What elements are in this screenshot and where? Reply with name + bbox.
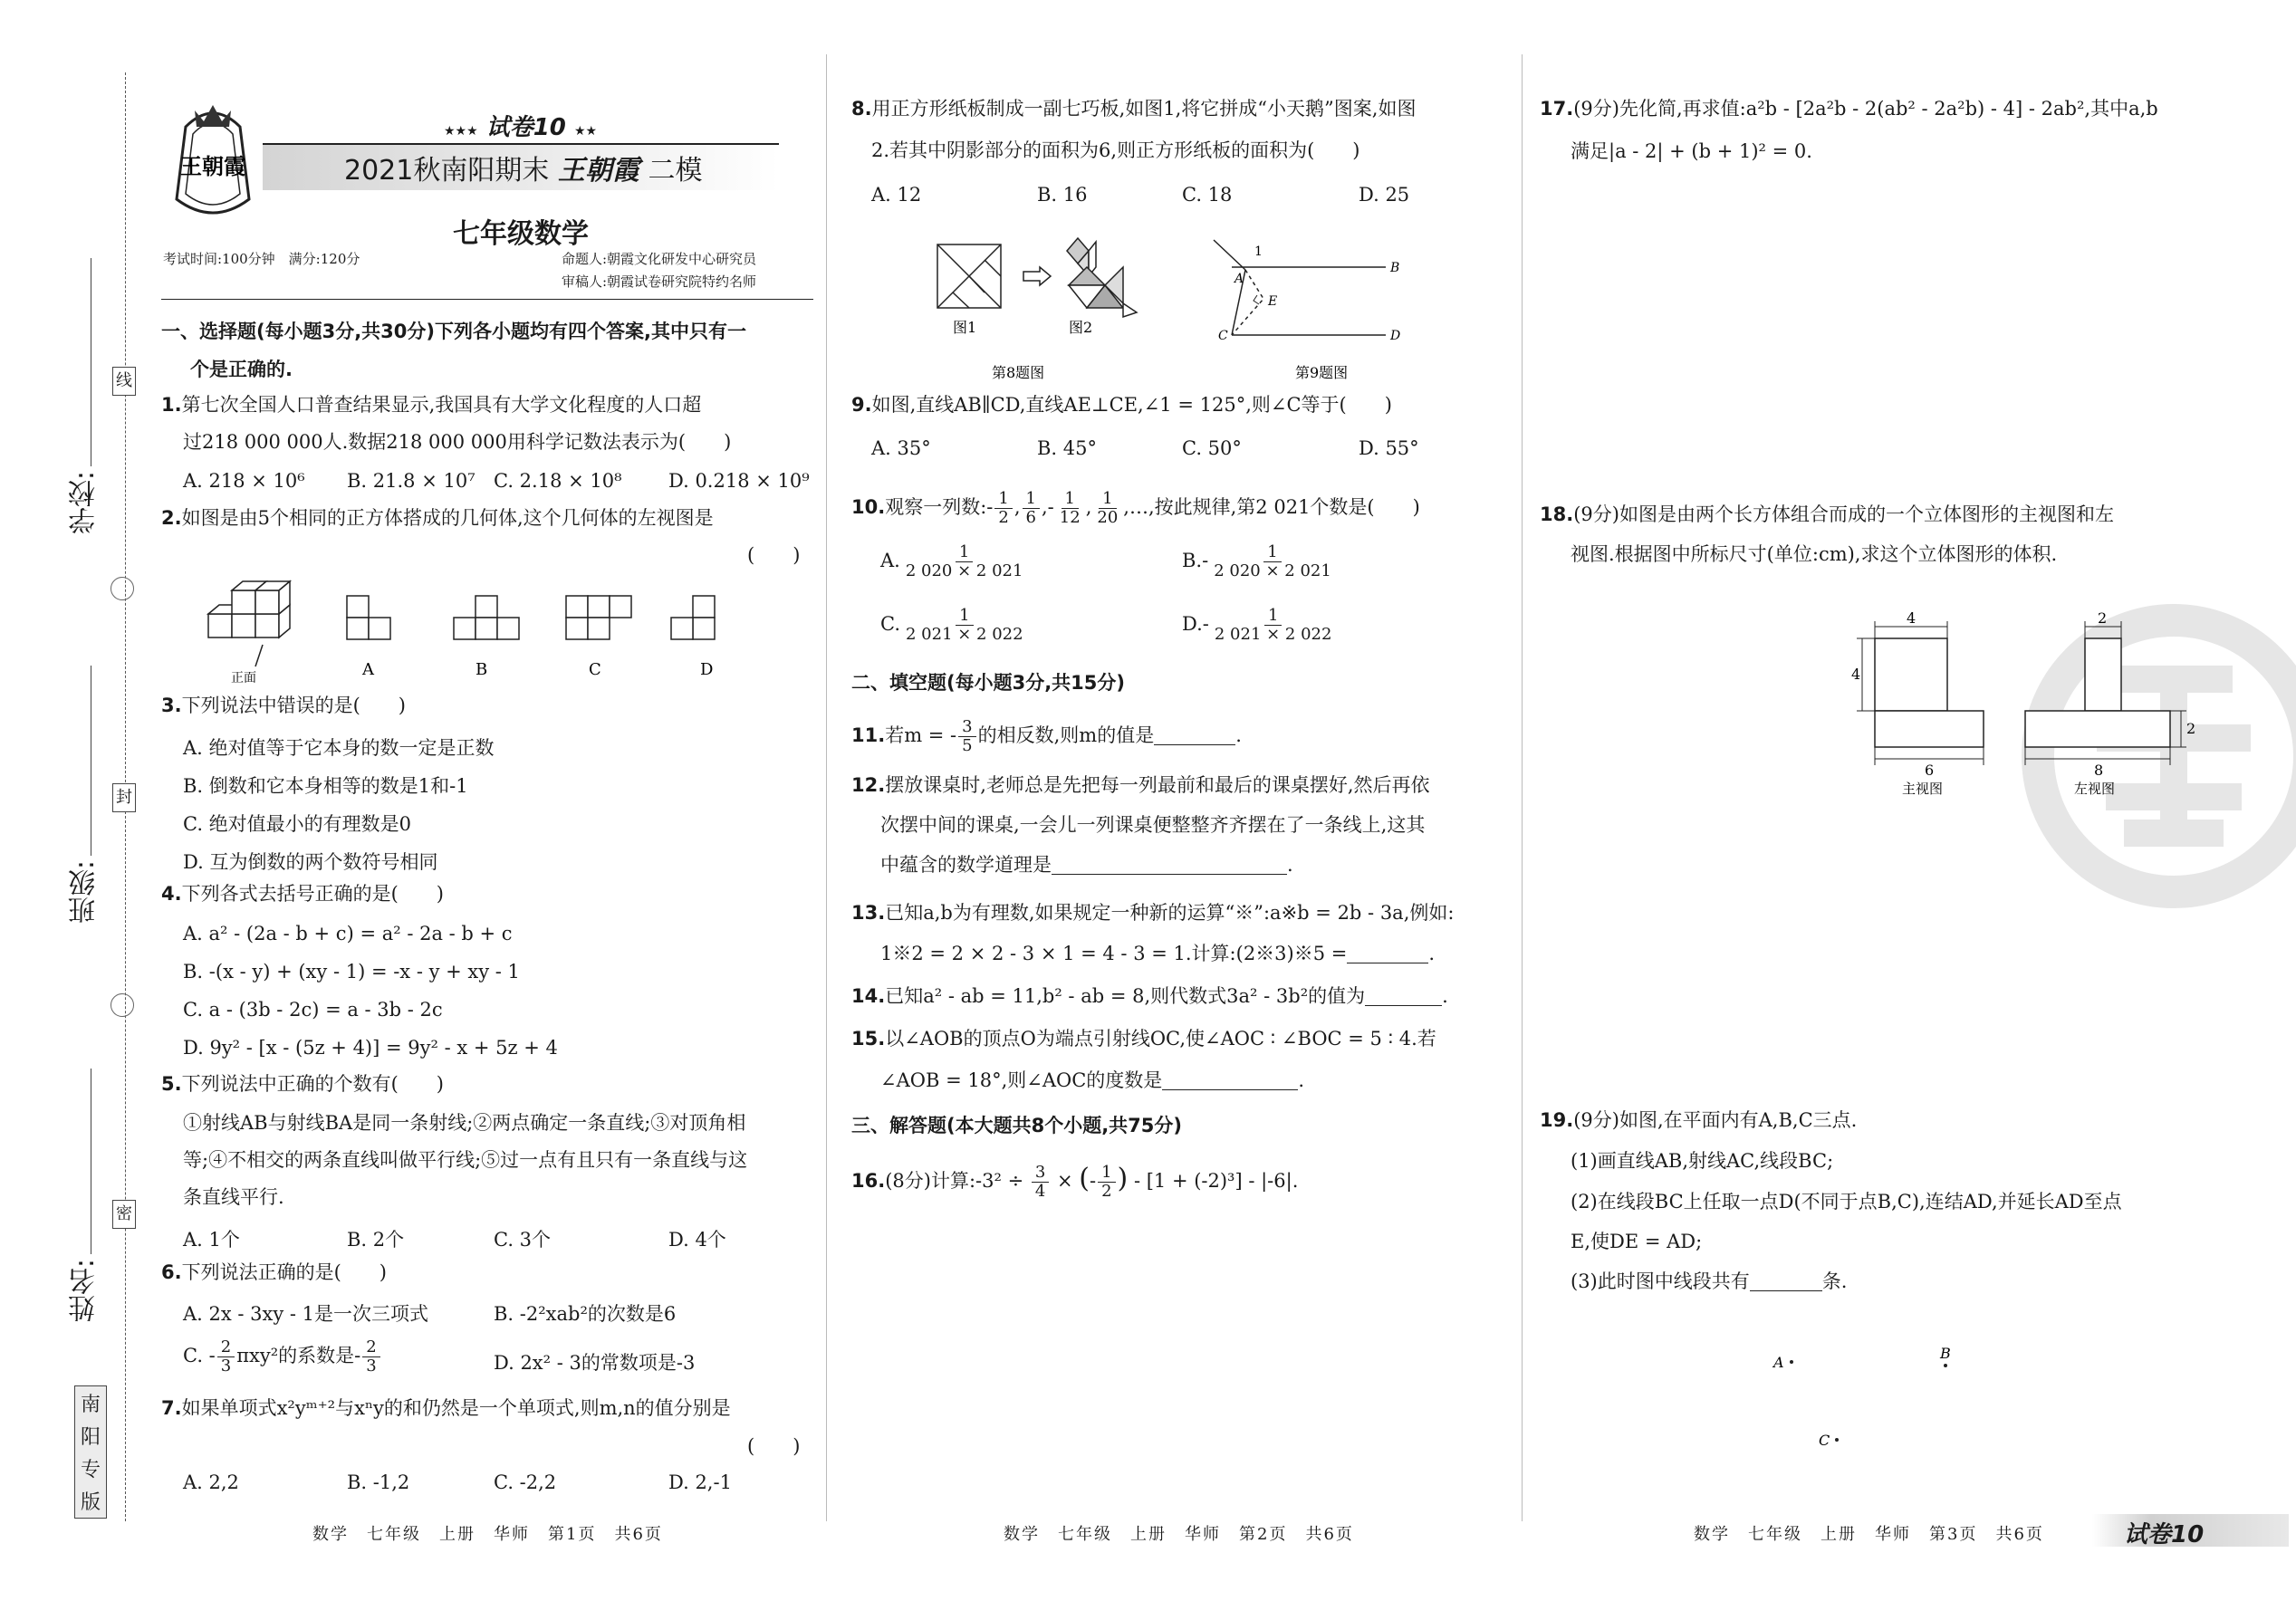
frac-den: 4 xyxy=(1034,1182,1046,1201)
opt-label: D. xyxy=(1182,613,1203,635)
opt-label: A. xyxy=(880,550,900,571)
q2-number: 2. xyxy=(161,507,182,529)
q7-option-a: A. 2,2 xyxy=(183,1471,239,1493)
q16-fraction2 xyxy=(1098,1164,1115,1201)
edition-char: 阳 xyxy=(80,1425,101,1449)
edition-char: 版 xyxy=(80,1491,101,1515)
opt-fraction xyxy=(902,607,1027,644)
q16-text-tail: - [1 + (-2)³] - |-6|. xyxy=(1128,1170,1299,1192)
q4-option-a: A. a² - (2a - b + c) = a² - 2a - b + c xyxy=(183,923,513,944)
q5-text-cont: ①射线AB与射线BA是同一条射线;②两点确定一条直线;③对顶角相 xyxy=(183,1112,746,1134)
q9-option-d: D. 55° xyxy=(1359,437,1419,459)
frac-den: 3 xyxy=(366,1356,377,1376)
q9-label: E xyxy=(1268,294,1278,309)
exam-title-text: 2021秋南阳期末 xyxy=(344,155,550,187)
q19 xyxy=(1540,1107,1857,1134)
binding-hole-icon xyxy=(110,577,134,600)
name-label: 姓名: xyxy=(69,1259,101,1323)
q5-text-cont: 等;④不相交的两条直线叫做平行线;⑤过一点有且只有一条直线与这 xyxy=(183,1149,748,1171)
q1-option-b: B. 21.8 × 10⁷ xyxy=(347,470,476,492)
q18-text: (9分)如图是由两个长方体组合而成的一个立体图形的主视图和左 xyxy=(1573,503,2114,525)
frac-num: 1 xyxy=(1098,1164,1115,1183)
q14-number: 14. xyxy=(851,985,886,1007)
q5-option-a: A. 1个 xyxy=(183,1229,240,1251)
seq-sign: - xyxy=(1047,496,1054,518)
q9-number: 9. xyxy=(851,394,872,416)
q18-number: 18. xyxy=(1540,503,1574,525)
q4-number: 4. xyxy=(161,883,182,905)
q6-number: 6. xyxy=(161,1261,182,1283)
column-divider xyxy=(826,54,827,1521)
q9-option-b: B. 45° xyxy=(1037,437,1098,459)
q12 xyxy=(851,772,1430,799)
subject-title: 七年级数学 xyxy=(453,218,589,250)
q2-label-d: D xyxy=(700,660,714,679)
footer-page1: 数学 七年级 上册 华师 第1页 共6页 xyxy=(312,1525,663,1544)
q9-text: 如图,直线AB∥CD,直线AE⊥CE,∠1 = 125°,则∠C等于( ) xyxy=(871,394,1392,416)
q8-fig2-label: 图2 xyxy=(1069,319,1093,336)
q8-figure xyxy=(933,231,1159,388)
q9 xyxy=(851,391,1392,418)
q19-number: 19. xyxy=(1540,1109,1574,1131)
exam-time: 考试时间:100分钟 满分:120分 xyxy=(163,251,360,267)
logo-brand: 王朝霞 xyxy=(180,153,245,179)
q18 xyxy=(1540,501,2114,528)
q8 xyxy=(851,95,1416,122)
q5-number: 5. xyxy=(161,1073,182,1095)
q10-option-b xyxy=(1182,543,1337,580)
q15 xyxy=(851,1025,1436,1052)
q19-text-cont: (1)画直线AB,射线AC,线段BC; xyxy=(1571,1150,1834,1172)
q6-c-fraction xyxy=(217,1338,235,1376)
edition-char: 专 xyxy=(80,1459,101,1482)
q18-figure xyxy=(1851,607,2237,800)
q9-label: D xyxy=(1390,329,1401,343)
q8-option-a: A. 12 xyxy=(871,184,922,206)
frac-den: 2 xyxy=(998,508,1009,527)
frac-den: 20 xyxy=(1097,508,1119,527)
section1-title-cont: 个是正确的. xyxy=(190,359,293,380)
q10-text: 观察一列数: xyxy=(885,496,987,518)
q6-option-d: D. 2x² - 3的常数项是-3 xyxy=(494,1352,696,1374)
q7-text: 如果单项式x²yᵐ⁺²与xⁿy的和仍然是一个单项式,则m,n的值分别是 xyxy=(181,1397,731,1419)
q15-line2: ∠AOB = 18°,则∠AOC的度数是 xyxy=(880,1069,1163,1091)
q12-answer-blank[interactable] xyxy=(1052,854,1287,875)
q18-dim: 8 xyxy=(2094,762,2104,779)
q6-text: 下列说法正确的是( ) xyxy=(181,1261,387,1283)
q13-text-cont xyxy=(880,940,1435,967)
q6-c-prefix: C. - xyxy=(183,1345,216,1366)
q18-dim: 2 xyxy=(2186,720,2196,737)
section1-title: 一、选择题(每小题3分,共30分)下列各小题均有四个答案,其中只有一 xyxy=(161,321,746,342)
q12-line3: 中蕴含的数学道理是 xyxy=(880,854,1052,876)
q14 xyxy=(851,983,1448,1010)
frac-den: 6 xyxy=(1025,508,1036,527)
q1-option-c: C. 2.18 × 10⁸ xyxy=(494,470,622,492)
q15-answer-blank[interactable] xyxy=(1162,1069,1298,1090)
frac-num: 1 xyxy=(956,543,973,562)
q13-end: . xyxy=(1428,943,1436,964)
q17 xyxy=(1540,95,2158,122)
q17-text-cont: 满足|a - 2| + (b + 1)² = 0. xyxy=(1571,140,1812,162)
q17-number: 17. xyxy=(1540,98,1574,120)
q11-end: . xyxy=(1235,724,1242,746)
q19-points-figure xyxy=(1766,1340,1965,1462)
q10-option-a xyxy=(880,543,1028,580)
q6-option-c xyxy=(183,1338,382,1376)
frac-num: 1 xyxy=(1264,607,1282,626)
q7 xyxy=(161,1395,731,1422)
q3 xyxy=(161,692,406,719)
opt-label: B. xyxy=(1182,550,1203,571)
q12-text-cont xyxy=(880,851,1293,878)
q19-text-cont: (2)在线段BC上任取一点D(不同于点B,C),连结AD,并延长AD至点 xyxy=(1571,1191,2122,1213)
frac-num: 2 xyxy=(217,1338,235,1357)
q14-end: . xyxy=(1442,985,1448,1007)
q18-dim: 4 xyxy=(1907,609,1917,627)
school-label: 学校: xyxy=(69,471,101,535)
q19-text-cont xyxy=(1571,1268,1847,1295)
q14-answer-blank[interactable] xyxy=(1365,985,1442,1006)
q4-text: 下列各式去括号正确的是( ) xyxy=(181,883,444,905)
binding-feng: 封 xyxy=(112,783,136,812)
juan-text: 试卷10 xyxy=(485,114,566,141)
q10-option-c xyxy=(880,607,1029,644)
q3-number: 3. xyxy=(161,695,182,716)
q5-option-b: B. 2个 xyxy=(347,1229,405,1251)
q1-number: 1. xyxy=(161,394,182,416)
q2-label-b: B xyxy=(476,660,488,679)
q15-number: 15. xyxy=(851,1028,886,1050)
binding-hole-icon xyxy=(110,993,134,1017)
q9-label: B xyxy=(1390,261,1400,275)
q10-text-tail: ,…,按此规律,第2 021个数是( ) xyxy=(1123,496,1420,518)
class-label: 班级: xyxy=(69,860,101,925)
q2-figure xyxy=(199,580,779,692)
q6-option-a: A. 2x - 3xy - 1是一次三项式 xyxy=(183,1303,429,1325)
q19-text-cont: E,使DE = AD; xyxy=(1571,1231,1703,1252)
q5 xyxy=(161,1070,444,1098)
q16-number: 16. xyxy=(851,1170,886,1192)
q2 xyxy=(161,504,714,532)
q5-option-c: C. 3个 xyxy=(494,1229,552,1251)
frac-den: 3 xyxy=(220,1356,232,1376)
q2-paren: ( ) xyxy=(747,544,801,566)
q15-text: 以∠AOB的顶点O为端点引射线OC,使∠AOC ∶ ∠BOC = 5 ∶ 4.若 xyxy=(885,1028,1436,1050)
frac-num: 1 xyxy=(994,490,1012,509)
q8-caption: 第8题图 xyxy=(992,364,1045,381)
opt-sign: - xyxy=(1202,550,1209,571)
paren-close: ) xyxy=(1117,1163,1129,1194)
q6-c-fraction2 xyxy=(362,1338,379,1376)
q12-end: . xyxy=(1287,854,1293,876)
footer-juan: 试卷10 xyxy=(2124,1521,2205,1548)
q18-text-cont: 视图.根据图中所标尺寸(单位:cm),求这个立体图形的体积. xyxy=(1571,543,2058,565)
q13-number: 13. xyxy=(851,902,886,924)
q10-number: 10. xyxy=(851,496,886,518)
seq-fraction xyxy=(1093,490,1121,527)
q11-text-tail: 的相反数,则m的值是 xyxy=(977,724,1155,746)
q19-end: 条. xyxy=(1821,1270,1848,1292)
q3-option-a: A. 绝对值等于它本身的数一定是正数 xyxy=(183,737,495,759)
q9-option-c: C. 50° xyxy=(1182,437,1242,459)
q18-dim: 4 xyxy=(1851,666,1861,683)
q8-text: 用正方形纸板制成一副七巧板,如图1,将它拼成“小天鹅”图案,如图 xyxy=(871,98,1417,120)
q3-text: 下列说法中错误的是( ) xyxy=(181,695,406,716)
q2-label-c: C xyxy=(589,660,601,679)
q11-fraction xyxy=(958,718,975,755)
column-divider xyxy=(1522,54,1523,1521)
q13-answer-blank[interactable] xyxy=(1347,943,1428,963)
q1 xyxy=(161,391,701,418)
q5-option-d: D. 4个 xyxy=(668,1229,726,1251)
q12-number: 12. xyxy=(851,774,886,796)
q8-fig1-label: 图1 xyxy=(953,319,977,336)
q16-times: × xyxy=(1051,1170,1080,1192)
q6-c-mid: πxy²的系数是- xyxy=(236,1345,361,1366)
frac-num: 1 xyxy=(1062,490,1079,509)
edition-badge xyxy=(74,1385,107,1519)
q10-option-d xyxy=(1182,607,1337,644)
brand-logo xyxy=(159,100,267,226)
q11-answer-blank[interactable] xyxy=(1154,724,1235,745)
section3-title: 三、解答题(本大题共8个小题,共75分) xyxy=(851,1115,1183,1136)
q8-option-d: D. 25 xyxy=(1359,184,1410,206)
q18-left-view-label: 左视图 xyxy=(2074,781,2116,797)
q4-option-c: C. a - (3b - 2c) = a - 3b - 2c xyxy=(183,999,443,1021)
frac-den: 2 020 × 2 021 xyxy=(905,561,1023,580)
q17-text: (9分)先化简,再求值:a²b - [2a²b - 2(ab² - 2a²b) - 4] - 2ab²,其中a,b xyxy=(1573,98,2158,120)
q5-text: 下列说法中正确的个数有( ) xyxy=(181,1073,444,1095)
q9-label: C xyxy=(1218,329,1228,343)
q11-number: 11. xyxy=(851,724,886,746)
frac-den: 5 xyxy=(962,736,973,755)
point-a-label: A xyxy=(1773,1354,1784,1371)
q1-text-cont: 过218 000 000人.数据218 000 000用科学记数法表示为( ) xyxy=(183,431,732,453)
q2-front-label: 正面 xyxy=(231,671,256,685)
reviewer: 审稿人:朝霞试卷研究院特约名师 xyxy=(562,273,757,290)
footer-page2: 数学 七年级 上册 华师 第2页 共6页 xyxy=(1004,1525,1354,1544)
q4-option-b: B. -(x - y) + (xy - 1) = -x - y + xy - 1 xyxy=(183,961,520,983)
q16: 16.(8分)计算:-3² ÷ $\frac{3}{4}$ × (- $\frac{1}{2}$ ) - [1 + (-2)³] - |-6|. xyxy=(851,1163,1299,1201)
edition-char: 南 xyxy=(80,1393,101,1416)
seq-fraction xyxy=(1023,490,1040,527)
frac-num: 1 xyxy=(1099,490,1116,509)
author: 命题人:朝霞文化研发中心研究员 xyxy=(562,251,757,267)
q13-text: 已知a,b为有理数,如果规定一种新的运算“※”:a※b = 2b - 3a,例如: xyxy=(885,902,1455,924)
q12-text-cont: 次摆中间的课桌,一会儿一列课桌便整整齐齐摆在了一条线上,这其 xyxy=(880,814,1426,836)
q7-paren: ( ) xyxy=(747,1435,801,1457)
q7-number: 7. xyxy=(161,1397,182,1419)
q4-option-d: D. 9y² - [x - (5z + 4)] = 9y² - x + 5z + 4 xyxy=(183,1037,558,1059)
point-c-label: C xyxy=(1819,1432,1830,1449)
q2-label-a: A xyxy=(362,660,374,679)
q4 xyxy=(161,880,444,907)
q2-text: 如图是由5个相同的正方体搭成的几何体,这个几何体的左视图是 xyxy=(181,507,714,529)
binding-mi: 密 xyxy=(112,1200,136,1229)
frac-den: 2 021 × 2 022 xyxy=(906,625,1023,644)
q18-dim: 6 xyxy=(1925,762,1935,779)
seq-fraction xyxy=(994,490,1012,527)
frac-den: 2 020 × 2 021 xyxy=(1214,561,1331,580)
frac-den: 2 xyxy=(1101,1182,1112,1201)
q9-figure xyxy=(1205,226,1422,393)
q9-label: 1 xyxy=(1254,244,1263,259)
exam-title xyxy=(344,148,702,187)
exam-brand: 王朝霞 xyxy=(557,155,639,187)
opt-sign: - xyxy=(1202,613,1209,635)
q19-line5: (3)此时图中线段共有 xyxy=(1571,1270,1750,1292)
opt-fraction xyxy=(1210,543,1335,580)
frac-num: 2 xyxy=(362,1338,379,1357)
q15-text-cont xyxy=(880,1067,1304,1094)
q11 xyxy=(851,715,1242,755)
q8-option-b: B. 16 xyxy=(1037,184,1088,206)
q13-line2: 1※2 = 2 × 2 - 3 × 1 = 4 - 3 = 1.计算:(2※3)※5 = xyxy=(880,943,1348,964)
frac-num: 1 xyxy=(956,607,973,626)
q3-option-d: D. 互为倒数的两个数符号相同 xyxy=(183,851,438,873)
q9-caption: 第9题图 xyxy=(1295,364,1349,381)
q18-front-view-label: 主视图 xyxy=(1902,781,1944,797)
q18-dim: 2 xyxy=(2098,609,2108,627)
opt-fraction xyxy=(902,543,1027,580)
q16-fraction xyxy=(1032,1164,1049,1201)
section2-title: 二、填空题(每小题3分,共15分) xyxy=(851,672,1126,694)
frac-den: 2 021 × 2 022 xyxy=(1214,625,1332,644)
juan-label xyxy=(444,109,597,142)
q8-number: 8. xyxy=(851,98,872,120)
q1-option-d: D. 0.218 × 10⁹ xyxy=(668,470,810,492)
q9-label: A xyxy=(1234,272,1244,286)
frac-num: 3 xyxy=(958,718,975,737)
q16-text: (8分)计算:-3² ÷ xyxy=(885,1170,1030,1192)
q7-option-b: B. -1,2 xyxy=(347,1471,410,1493)
q19-text: (9分)如图,在平面内有A,B,C三点. xyxy=(1573,1109,1858,1131)
exam-suffix: 二模 xyxy=(648,155,703,187)
q8-option-c: C. 18 xyxy=(1182,184,1233,206)
footer-page3: 数学 七年级 上册 华师 第3页 共6页 xyxy=(1694,1525,2044,1544)
opt-label: C. xyxy=(880,613,900,635)
frac-den: 12 xyxy=(1059,508,1081,527)
q7-option-c: C. -2,2 xyxy=(494,1471,557,1493)
q19-answer-blank[interactable] xyxy=(1750,1270,1822,1291)
q8-text-cont: 2.若其中阴影部分的面积为6,则正方形纸板的面积为( ) xyxy=(871,139,1360,161)
q5-text-cont: 条直线平行. xyxy=(183,1186,284,1208)
star-icon: ★★★ xyxy=(444,124,478,139)
q3-option-c: C. 绝对值最小的有理数是0 xyxy=(183,813,412,835)
q7-option-d: D. 2,-1 xyxy=(668,1471,732,1493)
q6 xyxy=(161,1259,387,1286)
q14-text: 已知a² - ab = 11,b² - ab = 8,则代数式3a² - 3b²的值为 xyxy=(885,985,1366,1007)
q15-end: . xyxy=(1298,1069,1304,1091)
header-rule xyxy=(161,299,813,300)
frac-num: 1 xyxy=(1263,543,1281,562)
frac-num: 3 xyxy=(1032,1164,1049,1183)
star-icon: ★★ xyxy=(573,124,598,139)
q1-option-a: A. 218 × 10⁶ xyxy=(183,470,305,492)
q10: 10.观察一列数:- $\frac{1}{2}$ , $\frac{1}{6}$ ,- $\frac{1}{12}$ , $\frac{1}{20}$ ,…,按此规律,第2 021个数是( ) xyxy=(851,489,1420,527)
seq-sign: - xyxy=(986,496,994,518)
seq-fraction xyxy=(1056,490,1084,527)
q13 xyxy=(851,899,1454,926)
q11-text: 若m = - xyxy=(885,724,957,746)
paren-open: ( xyxy=(1079,1163,1090,1194)
q3-option-b: B. 倒数和它本身相等的数是1和-1 xyxy=(183,775,468,797)
binding-xian: 线 xyxy=(112,367,136,396)
opt-fraction xyxy=(1211,607,1336,644)
q1-text: 第七次全国人口普查结果显示,我国具有大学文化程度的人口超 xyxy=(181,394,702,416)
q6-option-b: B. -2²xab²的次数是6 xyxy=(494,1303,677,1325)
point-b-label: B xyxy=(1940,1345,1951,1362)
frac-num: 1 xyxy=(1023,490,1040,509)
q12-text: 摆放课桌时,老师总是先把每一列最前和最后的课桌摆好,然后再依 xyxy=(885,774,1430,796)
q9-option-a: A. 35° xyxy=(871,437,931,459)
